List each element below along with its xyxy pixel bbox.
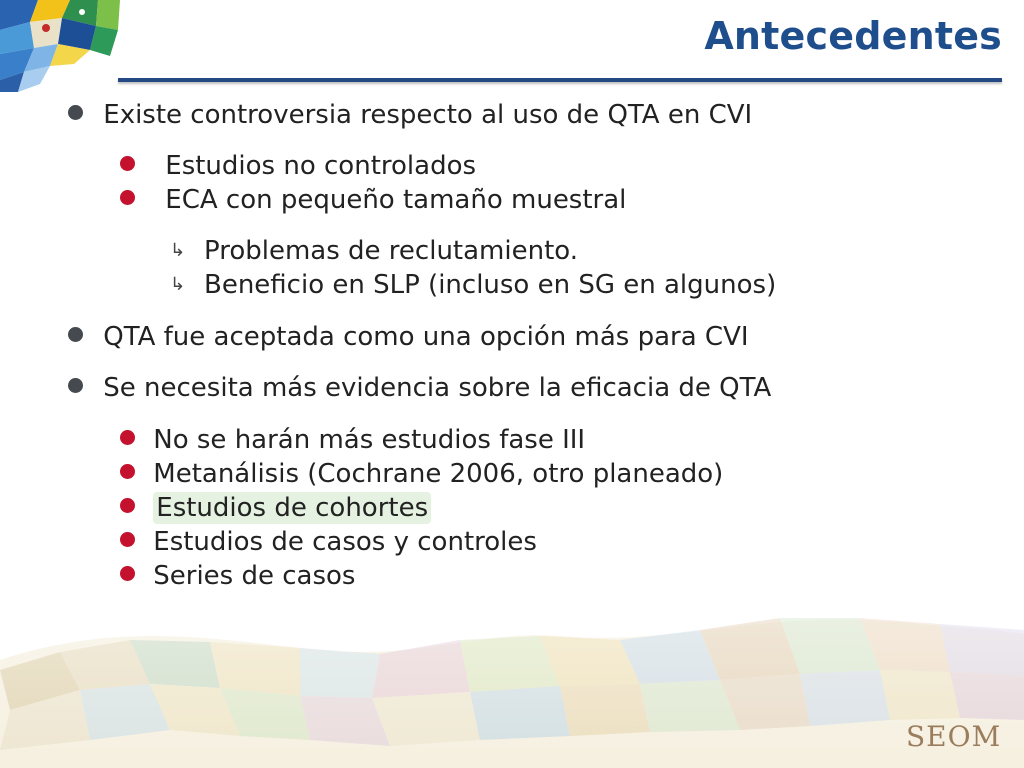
bullet-level1	[68, 372, 771, 404]
red-dot-icon	[120, 190, 135, 205]
bullet-level3	[170, 269, 776, 304]
bullet-text: ECA con pequeño tamaño muestral	[165, 185, 627, 215]
gray-dot-icon	[68, 378, 83, 393]
red-dot-icon	[120, 430, 135, 445]
bullet-text: No se harán más estudios fase III	[153, 425, 586, 455]
bullet-text: Existe controversia respecto al uso de QTA en CVI	[103, 100, 753, 130]
red-dot-icon	[120, 566, 135, 581]
red-dot-icon	[120, 156, 135, 171]
mosaic-decoration-top	[0, 0, 120, 92]
bullet-level1	[68, 321, 749, 353]
bullet-text: Beneficio en SLP (incluso en SG en algunos)	[204, 270, 777, 300]
bullet-text: Metanálisis (Cochrane 2006, otro planeado)	[153, 459, 724, 489]
bullet-text-highlighted: Estudios de cohortes	[153, 492, 431, 524]
bullet-level2	[120, 184, 626, 216]
bullet-level2	[120, 526, 537, 558]
bullet-level2	[120, 150, 476, 182]
mosaic-decoration-bottom	[0, 600, 1024, 768]
red-dot-icon	[120, 498, 135, 513]
bullet-text: Problemas de reclutamiento.	[204, 236, 578, 266]
bullet-level2	[120, 458, 723, 490]
gray-dot-icon	[68, 105, 83, 120]
hook-arrow-icon: ↳	[170, 274, 186, 295]
title-divider	[118, 78, 1002, 82]
bullet-text: Se necesita más evidencia sobre la eficacia de QTA	[103, 373, 772, 403]
bullet-text: QTA fue aceptada como una opción más para CVI	[103, 322, 749, 352]
gray-dot-icon	[68, 327, 83, 342]
bullet-text: Estudios de casos y controles	[153, 527, 537, 557]
bullet-level2	[120, 424, 585, 456]
bullet-text: Series de casos	[153, 561, 356, 591]
bullet-level2	[120, 560, 355, 592]
bullet-level3	[170, 235, 578, 270]
slide-title: Antecedentes	[704, 14, 1002, 58]
hook-arrow-icon: ↳	[170, 240, 186, 261]
bullet-level2	[120, 492, 431, 524]
seom-logo: SEOM	[906, 720, 1002, 753]
bullet-text: Estudios no controlados	[165, 151, 477, 181]
red-dot-icon	[120, 464, 135, 479]
bullet-level1	[68, 99, 752, 131]
red-dot-icon	[120, 532, 135, 547]
